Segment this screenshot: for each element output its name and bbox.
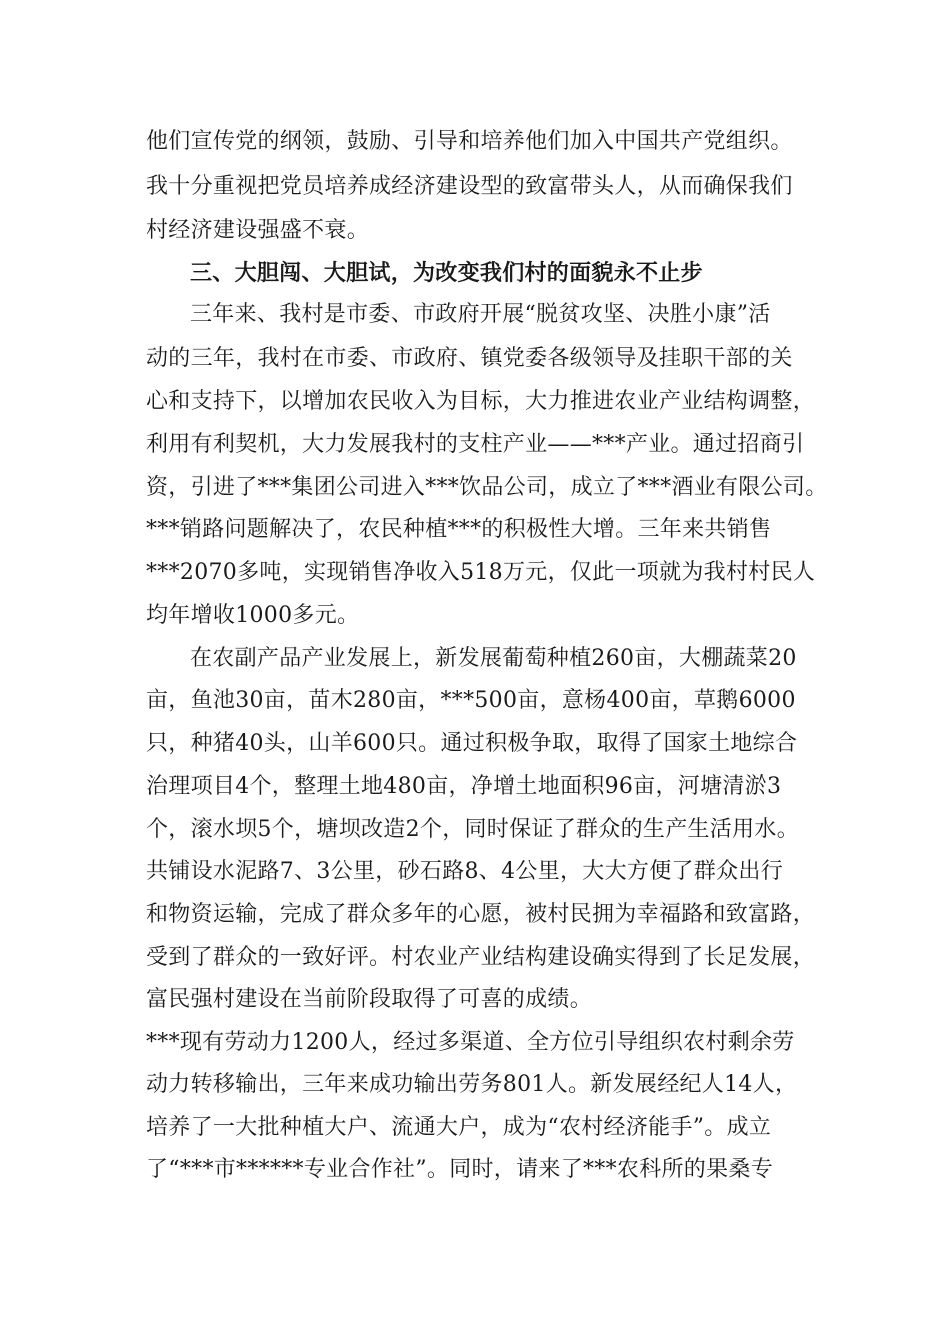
text-line: 共铺设水泥路7、3公里，砂石路8、4公里，大大方便了群众出行 xyxy=(146,859,783,884)
text-line: 动力转移输出，三年来成功输出劳务801人。新发展经纪人14人， xyxy=(146,1072,798,1097)
text-line: 在农副产品产业发展上，新发展葡萄种植260亩，大棚蔬菜20 xyxy=(190,646,797,671)
text-line: 资，引进了***集团公司进入***饮品公司，成立了***酒业有限公司。 xyxy=(146,475,828,500)
text-line: ***现有劳动力1200人，经过多渠道、全方位引导组织农村剩余劳 xyxy=(146,1030,795,1055)
text-line: 亩，鱼池30亩，苗木280亩，***500亩，意杨400亩，草鹅6000 xyxy=(146,688,796,713)
text-line: 受到了群众的一致好评。村农业产业结构建设确实得到了长足发展， xyxy=(146,945,816,970)
text-line: 村经济建设强盛不衰。 xyxy=(146,218,370,243)
section-heading: 三、大胆闯、大胆试，为改变我们村的面貌永不止步 xyxy=(190,261,703,286)
text-line: 治理项目4个，整理土地480亩，净增土地面积96亩，河塘清淤3 xyxy=(146,774,782,799)
text-line: 个，滚水坝5个，塘坝改造2个，同时保证了群众的生产生活用水。 xyxy=(146,817,799,842)
text-line: 我十分重视把党员培养成经济建设型的致富带头人，从而确保我们 xyxy=(146,174,793,199)
text-line: 富民强村建设在当前阶段取得了可喜的成绩。 xyxy=(146,987,593,1012)
text-line: 他们宣传党的纲领，鼓励、引导和培养他们加入中国共产党组织。 xyxy=(146,129,793,154)
text-line: 三年来、我村是市委、市政府开展“脱贫攻坚、决胜小康”活 xyxy=(190,302,771,327)
text-line: 动的三年，我村在市委、市政府、镇党委各级领导及挂职干部的关 xyxy=(146,346,793,371)
text-line: 利用有利契机，大力发展我村的支柱产业——***产业。通过招商引 xyxy=(146,432,805,457)
text-line: 只，种猪40头，山羊600只。通过积极争取，取得了国家土地综合 xyxy=(146,731,798,756)
text-line: ***销路问题解决了，农民种植***的积极性大增。三年来共销售 xyxy=(146,517,772,542)
text-line: ***2070多吨，实现销售净收入518万元，仅此一项就为我村村民人 xyxy=(146,560,816,585)
text-line: 均年增收1000多元。 xyxy=(146,603,360,628)
text-line: 培养了一大批种植大户、流通大户，成为“农村经济能手”。成立 xyxy=(146,1115,772,1140)
text-line: 心和支持下，以增加农民收入为目标，大力推进农业产业结构调整， xyxy=(146,389,816,414)
text-line: 了“***市******专业合作社”。同时，请来了***农科所的果桑专 xyxy=(146,1157,773,1182)
text-line: 和物资运输，完成了群众多年的心愿，被村民拥为幸福路和致富路， xyxy=(146,902,816,927)
